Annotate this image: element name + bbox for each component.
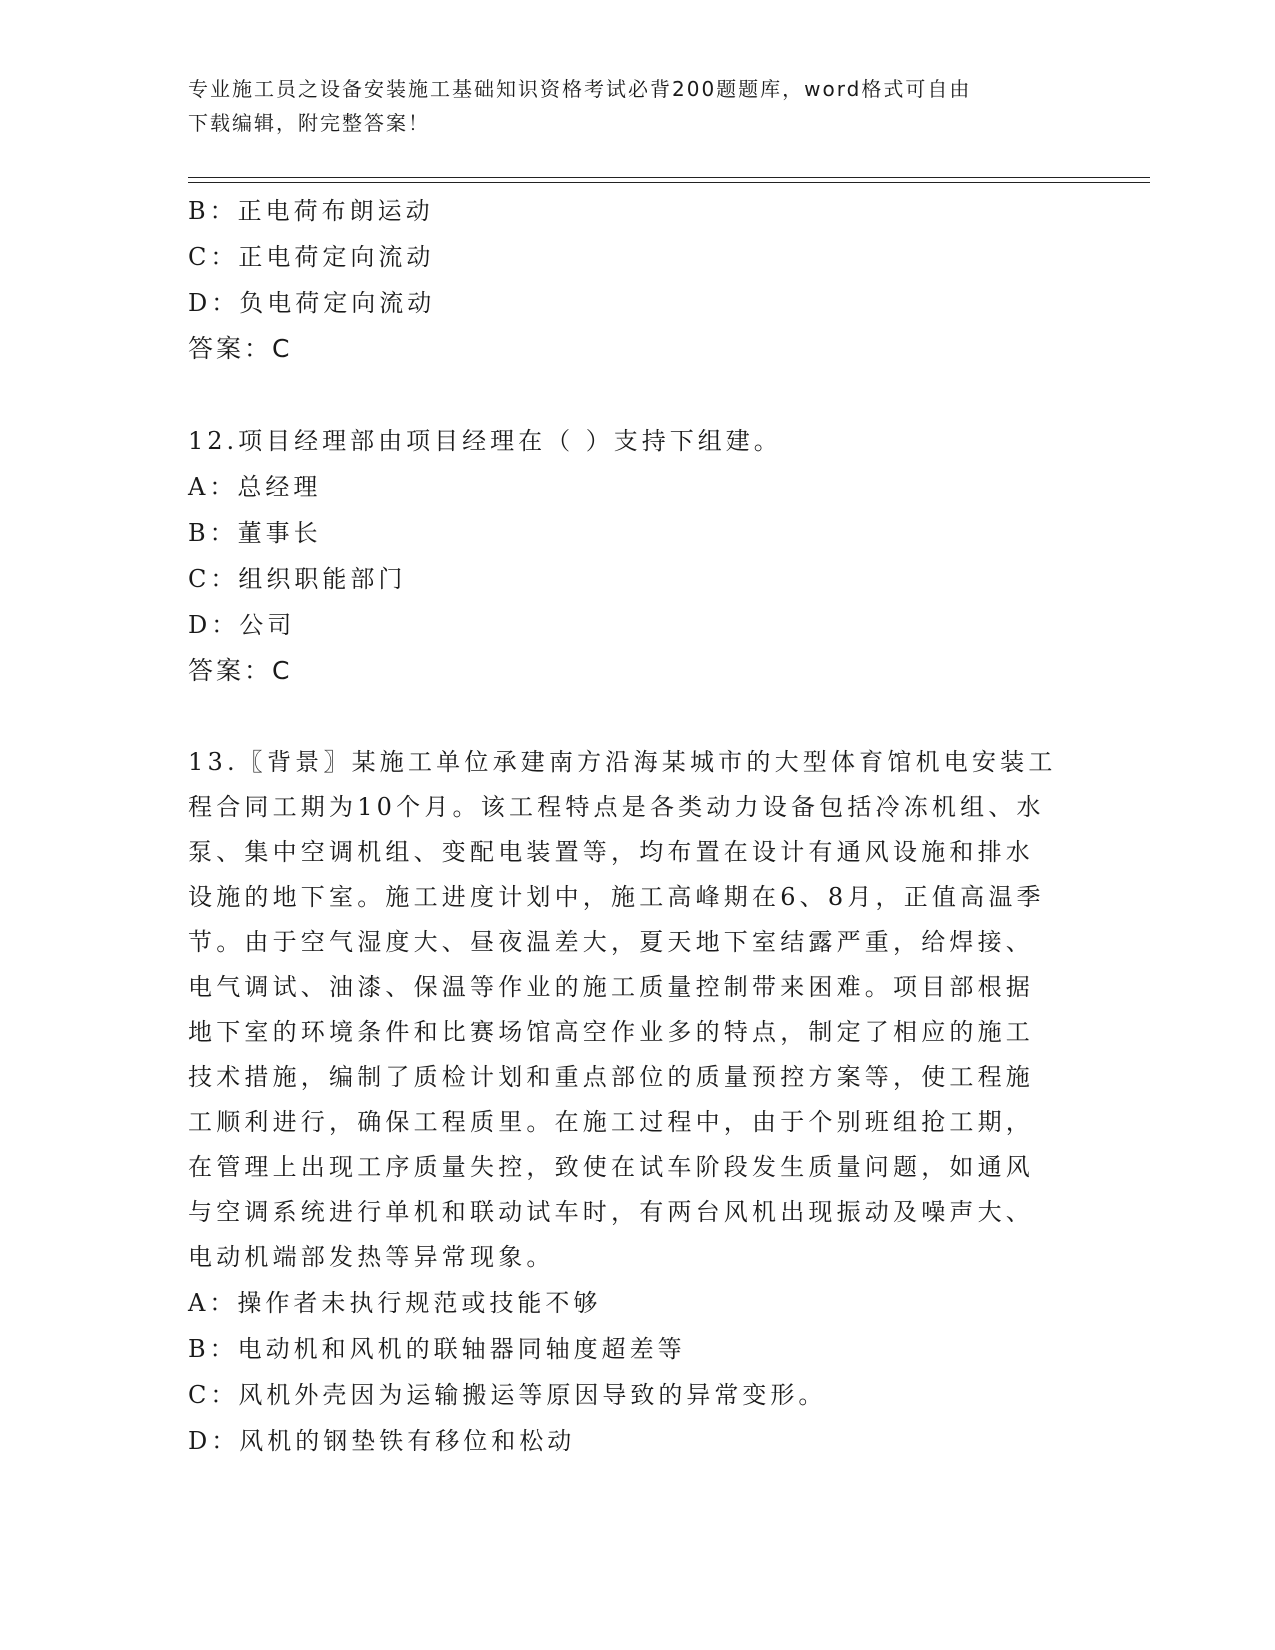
q13-stem-line: 13.〖背景〗某施工单位承建南方沿海某城市的大型体育馆机电安装工: [188, 748, 1057, 776]
q12-option-b: B：董事长: [188, 519, 322, 547]
q13-stem-line: 节。由于空气湿度大、昼夜温差大，夏天地下室结露严重，给焊接、: [188, 928, 1034, 956]
q11-option-b: B：正电荷布朗运动: [188, 197, 434, 225]
q13-stem-line: 工顺利进行，确保工程质里。在施工过程中，由于个别班组抢工期，: [188, 1108, 1034, 1136]
q13-option-a: A：操作者未执行规范或技能不够: [188, 1289, 602, 1317]
q13-stem: [188, 740, 1068, 1280]
q11-option-d: D：负电荷定向流动: [188, 289, 436, 317]
q12-option-c: C：组织职能部门: [188, 565, 407, 593]
spacer: [188, 694, 1088, 740]
q13-stem-line: 泵、集中空调机组、变配电装置等，均布置在设计有通风设施和排水: [188, 838, 1034, 866]
document-header: [188, 72, 1068, 140]
q13-stem-line: 与空调系统进行单机和联动试车时，有两台风机出现振动及噪声大、: [188, 1198, 1034, 1226]
q12-option-d: D：公司: [188, 611, 296, 639]
q13-option-c: C：风机外壳因为运输搬运等原因导致的异常变形。: [188, 1381, 827, 1409]
q13-stem-line: 电气调试、油漆、保温等作业的施工质量控制带来困难。项目部根据: [188, 973, 1034, 1001]
header-line-1: 专业施工员之设备安装施工基础知识资格考试必背200题题库，word格式可自由: [188, 77, 972, 101]
question-13-block: [188, 740, 1088, 1464]
question-12-block: [188, 418, 1088, 694]
q13-stem-line: 设施的地下室。施工进度计划中，施工高峰期在6、8月，正值高温季: [188, 883, 1045, 911]
q13-stem-line: 在管理上出现工序质量失控，致使在试车阶段发生质量问题，如通风: [188, 1153, 1034, 1181]
q13-stem-line: 程合同工期为10个月。该工程特点是各类动力设备包括冷冻机组、水: [188, 793, 1045, 821]
header-divider-bottom: [188, 182, 1150, 183]
q11-option-c: C：正电荷定向流动: [188, 243, 435, 271]
q12-stem: 12.项目经理部由项目经理在（ ）支持下组建。: [188, 427, 782, 455]
q13-stem-line: 技术措施，编制了质检计划和重点部位的质量预控方案等，使工程施: [188, 1063, 1034, 1091]
q12-answer: 答案：C: [188, 656, 293, 685]
q13-option-d: D：风机的钢垫铁有移位和松动: [188, 1427, 576, 1455]
q11-answer: 答案：C: [188, 334, 293, 363]
question-11-block: [188, 188, 1088, 372]
header-divider-top: [188, 177, 1150, 178]
q13-stem-line: 地下室的环境条件和比赛场馆高空作业多的特点，制定了相应的施工: [188, 1018, 1034, 1046]
question-content: [188, 188, 1088, 1464]
q13-option-b: B：电动机和风机的联轴器同轴度超差等: [188, 1335, 686, 1363]
spacer: [188, 372, 1088, 418]
q12-option-a: A：总经理: [188, 473, 322, 501]
header-line-2: 下载编辑，附完整答案！: [188, 111, 430, 135]
q13-stem-line: 电动机端部发热等异常现象。: [188, 1243, 555, 1271]
